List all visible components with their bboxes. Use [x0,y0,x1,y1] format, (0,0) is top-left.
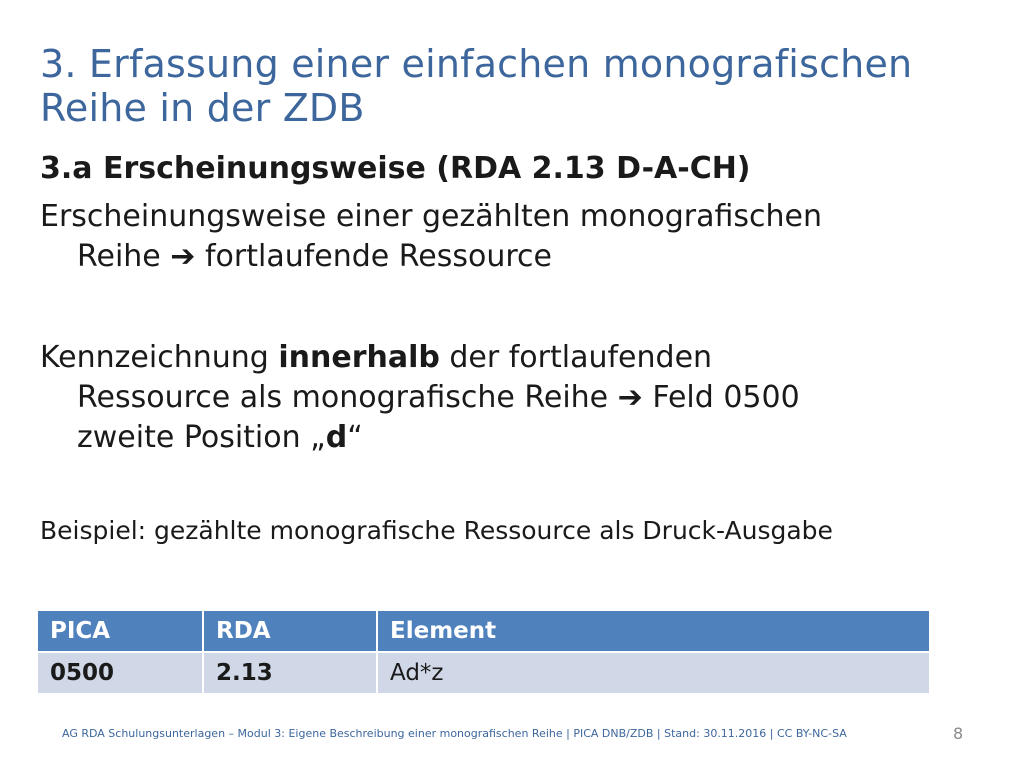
arrow-right-icon: ➔ [170,239,196,274]
table-header-row [37,610,930,652]
p2-text-b: der fortlaufenden [439,340,713,375]
page-number: 8 [953,724,964,743]
p2-line2-text-b: Feld 0500 [642,380,800,415]
p2-bold-innerhalb: innerhalb [278,340,440,375]
pica-rda-table [36,609,931,695]
p2-line-3 [40,418,970,458]
p2-line-1 [40,340,712,375]
header-rda: RDA [203,610,377,652]
cell-element: Ad*z [377,652,930,694]
p1-text-b: fortlaufende Ressource [195,239,552,274]
cell-pica: 0500 [37,652,203,694]
footer-text-a: AG RDA Schulungsunterlagen – Modul 3: Eigene Beschreibung einer monografischen Reihe | PICA DNB/ZDB | [62,727,665,740]
p2-text-a: Kennzeichnung [40,340,279,375]
slide-title [40,42,980,130]
title-line-2: Reihe in der ZDB [40,86,365,130]
section-subheading: 3.a Erscheinungsweise (RDA 2.13 D-A-CH) [40,151,751,186]
arrow-right-icon: ➔ [617,380,643,415]
p2-line2-text-a: Ressource als monografische Reihe [77,380,618,415]
paragraph-erscheinungsweise [40,197,970,277]
p1-line-2 [40,237,970,277]
p1-line-1: Erscheinungsweise einer gezählten monografischen [40,199,822,234]
p2-line-2 [40,378,970,418]
header-pica: PICA [37,610,203,652]
p2-bold-d: d [325,420,348,455]
p2-line3-text-a: zweite Position „ [77,420,326,455]
footer-text-b: Stand: 30.11.2016 | CC BY-NC-SA [664,727,847,740]
p2-line3-text-b: “ [347,420,363,455]
title-line-1: 3. Erfassung einer einfachen monografischen [40,42,913,86]
footer-text [62,727,847,740]
cell-rda: 2.13 [203,652,377,694]
p1-text-a: Reihe [77,239,171,274]
paragraph-kennzeichnung [40,338,970,458]
table-row [37,652,930,694]
example-caption: Beispiel: gezählte monografische Ressource als Druck-Ausgabe [40,516,833,545]
header-element: Element [377,610,930,652]
